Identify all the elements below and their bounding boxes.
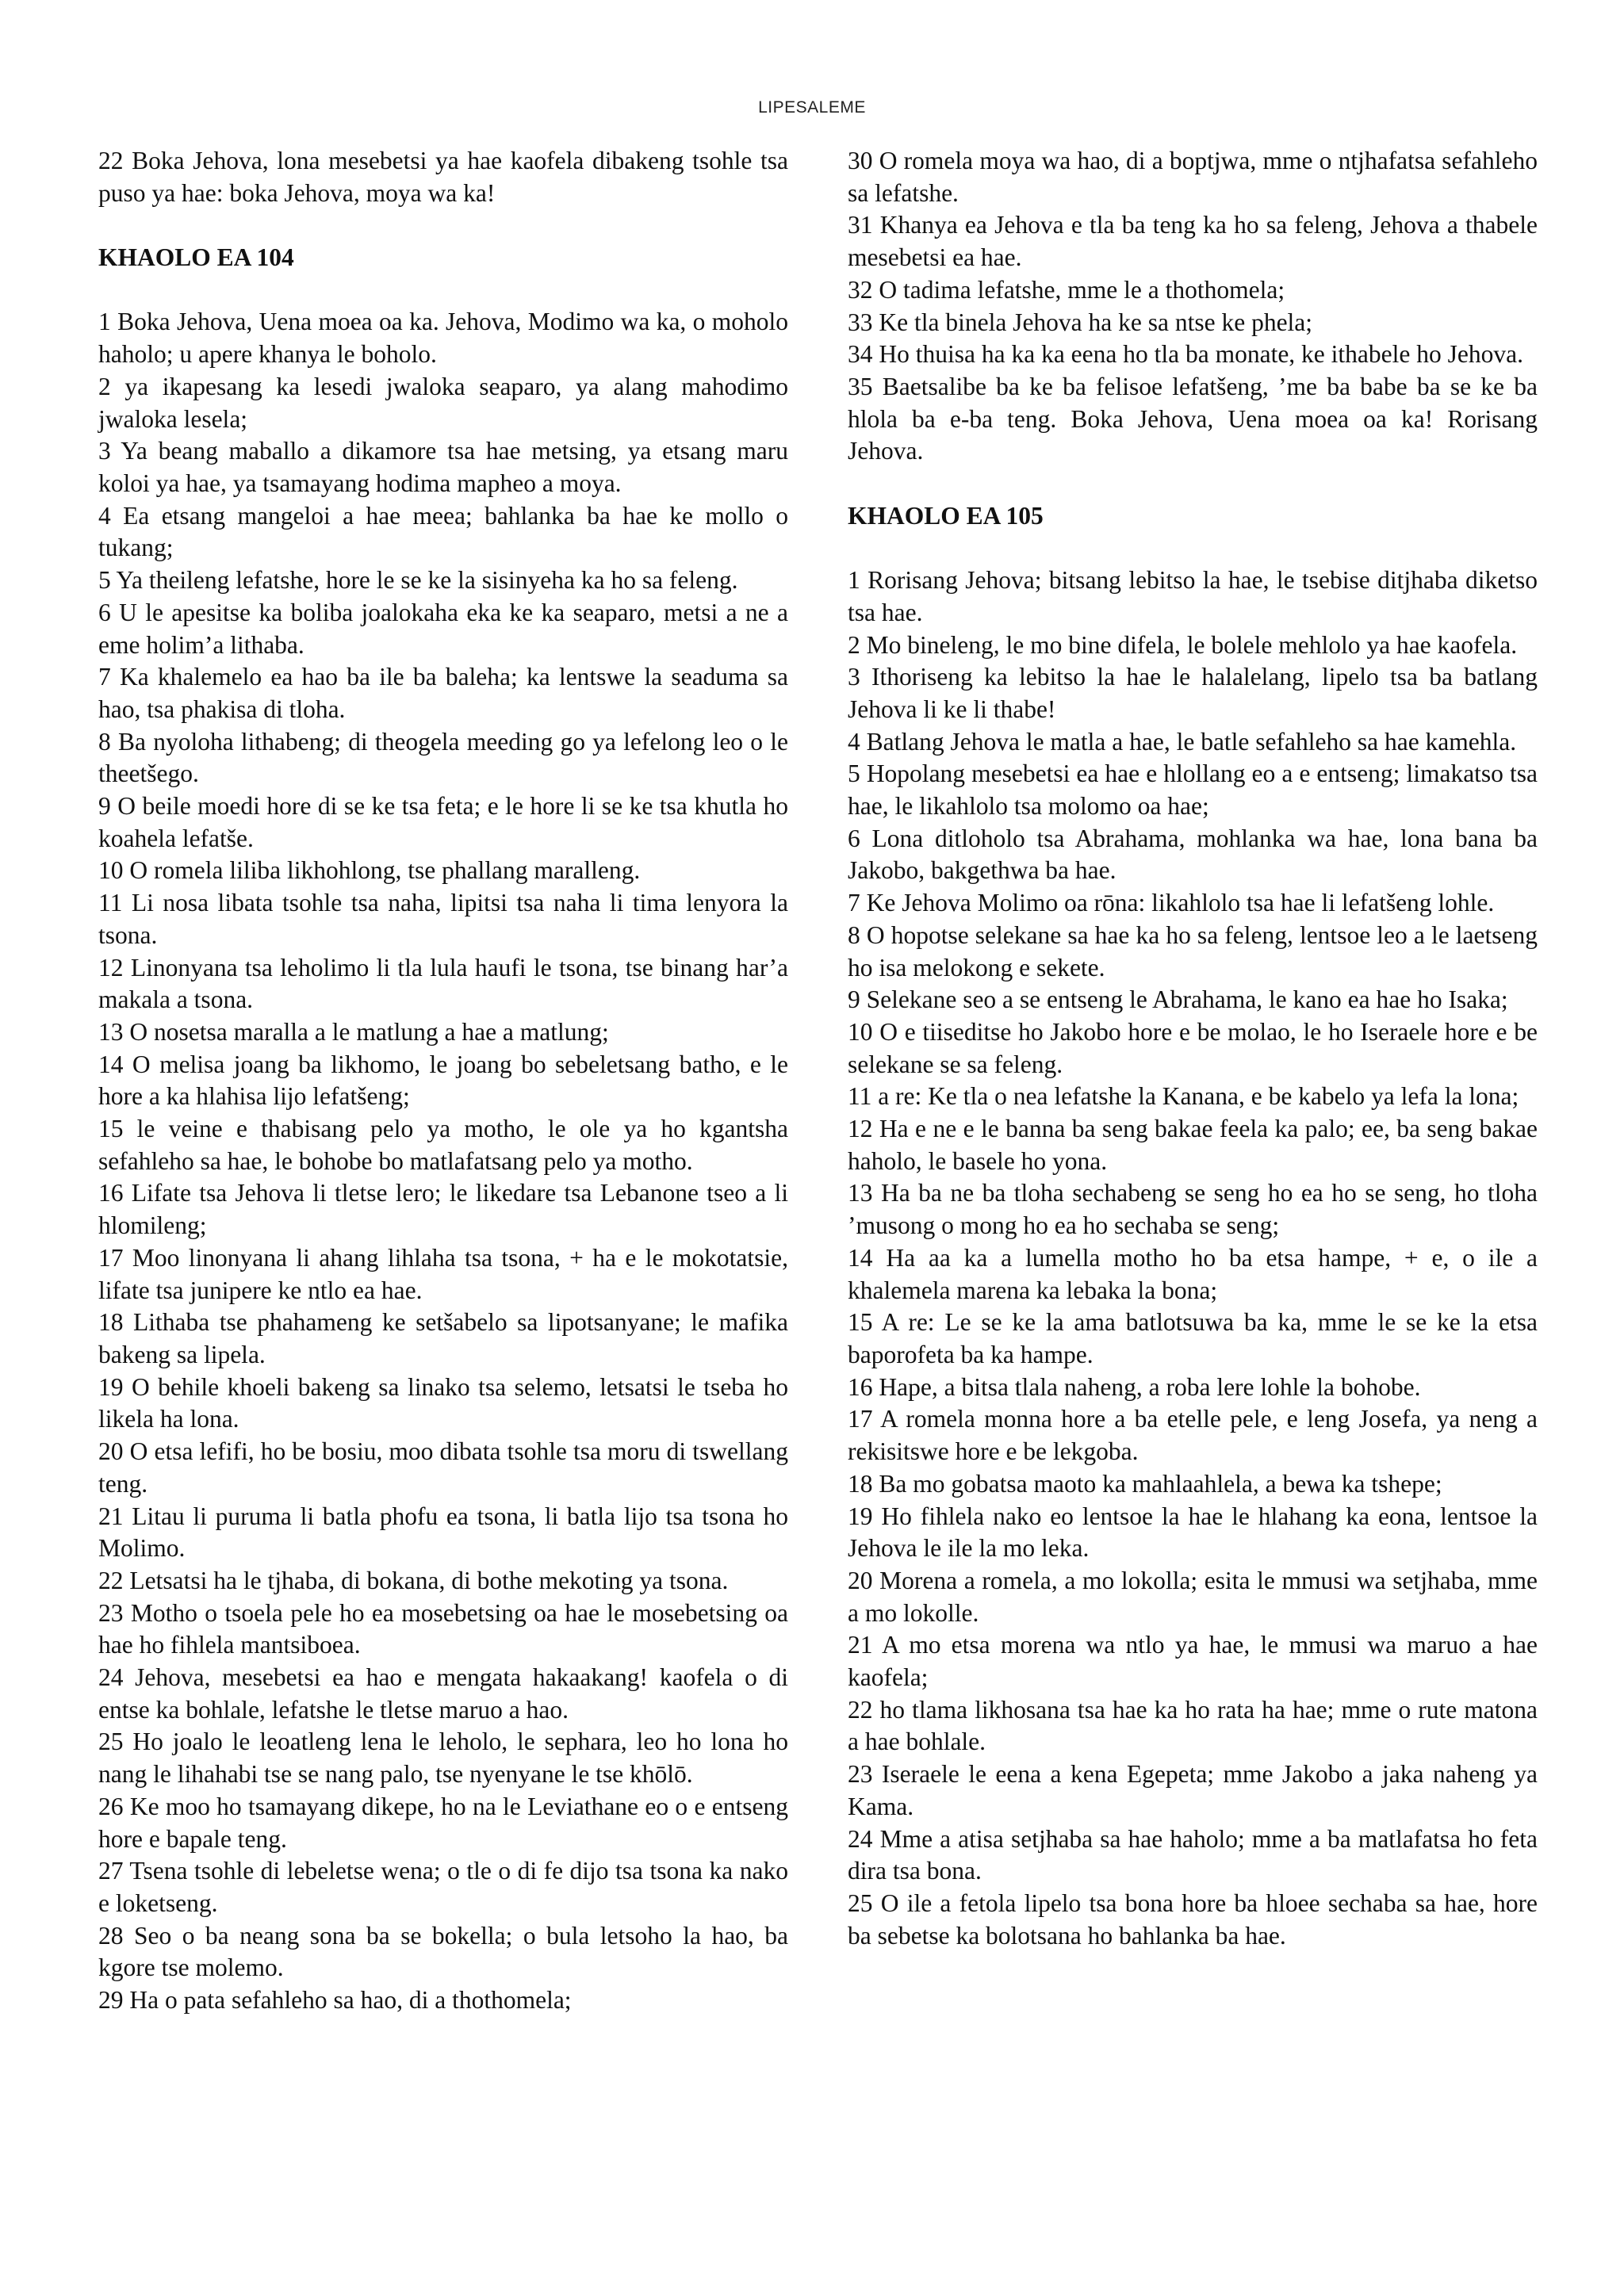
- verse: 10 O e tiiseditse ho Jakobo hore e be molao, le ho Iseraele hore e be selekane se sa feleng.: [848, 1017, 1538, 1078]
- verse: 10 O romela liliba likhohlong, tse phallang maralleng.: [98, 856, 641, 885]
- verse: 23 Motho o tsoela pele ho ea mosebetsing oa hae le mosebetsing oa hae ho fihlela mantsiboea.: [98, 1598, 788, 1659]
- verse: 13 O nosetsa maralla a le matlung a hae a matlung;: [98, 1017, 609, 1046]
- verse: 18 Lithaba tse phahameng ke setšabelo sa lipotsanyane; le mafika bakeng sa lipela.: [98, 1308, 788, 1368]
- verse: 17 Moo linonyana li ahang lihlaha tsa tsona, + ha e le mokotatsie, lifate tsa junipere ke ntlo ea hae.: [98, 1243, 788, 1304]
- verse: 7 Ke Jehova Molimo oa rōna: likahlolo tsa hae li lefatšeng lohle.: [848, 889, 1495, 917]
- verse: 25 O ile a fetola lipelo tsa bona hore ba hloee sechaba sa hae, hore ba sebetse ka bolotsana ho bahlanka ba hae.: [848, 1888, 1538, 1950]
- verse: 29 Ha o pata sefahleho sa hao, di a thothomela;: [98, 1986, 572, 2015]
- verse: 1 Boka Jehova, Uena moea oa ka. Jehova, Modimo wa ka, o moholo haholo; u apere khanya le boholo.: [98, 308, 788, 369]
- verse: 21 Litau li puruma li batla phofu ea tsona, li batla lijo tsa tsona ho Molimo.: [98, 1502, 788, 1563]
- verse: 27 Tsena tsohle di lebeletse wena; o tle o di fe dijo tsa tsona ka nako e loketseng.: [98, 1857, 788, 1917]
- verse: 35 Baetsalibe ba ke ba felisoe lefatšeng, ’me ba babe ba se ke ba hlola ba e-ba teng. Boka Jehova, Uena moea oa ka! Rorisang Jehova.: [848, 372, 1538, 465]
- verse: 31 Khanya ea Jehova e tla ba teng ka ho sa feleng, Jehova a thabele mesebetsi ea hae.: [848, 211, 1538, 272]
- verse: 22 ho tlama likhosana tsa hae ka ho rata ha hae; mme o rute matona a hae bohlale.: [848, 1695, 1538, 1756]
- verse: 11 Li nosa libata tsohle tsa naha, lipitsi tsa naha li tima lenyora la tsona.: [98, 889, 788, 949]
- verse: 20 O etsa lefifi, ho be bosiu, moo dibata tsohle tsa moru di tswellang teng.: [98, 1437, 788, 1498]
- left-column: [98, 145, 788, 2017]
- verse: 12 Ha e ne e le banna ba seng bakae feela ka palo; ee, ba seng bakae haholo, le basele ho yona.: [848, 1115, 1538, 1175]
- verse: 16 Lifate tsa Jehova li tletse lero; le likedare tsa Lebanone tseo a li hlomileng;: [98, 1179, 788, 1240]
- verse: 32 O tadima lefatshe, mme le a thothomela;: [848, 275, 1285, 304]
- verse: 33 Ke tla binela Jehova ha ke sa ntse ke phela;: [848, 308, 1313, 336]
- verse: 5 Ya theileng lefatshe, hore le se ke la sisinyeha ka ho sa feleng.: [98, 566, 738, 595]
- verse: 22 Letsatsi ha le tjhaba, di bokana, di bothe mekoting ya tsona.: [98, 1566, 729, 1594]
- verse: 30 O romela moya wa hao, di a boptjwa, mme o ntjhafatsa sefahleho sa lefatshe.: [848, 147, 1538, 207]
- verse: 19 O behile khoeli bakeng sa linako tsa selemo, letsatsi le tseba ho likela ha lona.: [98, 1372, 788, 1433]
- verse: 6 U le apesitse ka boliba joalokaha eka ke ka seaparo, metsi a ne a eme holim’a lithaba.: [98, 598, 788, 659]
- verse: 14 Ha aa ka a lumella motho ho ba etsa hampe, + e, o ile a khalemela marena ka lebaka la bona;: [848, 1243, 1538, 1304]
- verse: 11 a re: Ke tla o nea lefatshe la Kanana, e be kabelo ya lefa la lona;: [848, 1082, 1519, 1111]
- verse: 13 Ha ba ne ba tloha sechabeng se seng ho ea ho se seng, ho tloha ’musong o mong ho ea ho sechaba se seng;: [848, 1179, 1538, 1240]
- verse: 2 ya ikapesang ka lesedi jwaloka seaparo, ya alang mahodimo jwaloka lesela;: [98, 372, 788, 433]
- verse: 12 Linonyana tsa leholimo li tla lula haufi le tsona, tse binang har’a makala a tsona.: [98, 953, 788, 1014]
- verse: 23 Iseraele le eena a kena Egepeta; mme Jakobo a jaka naheng ya Kama.: [848, 1760, 1538, 1820]
- verse: 9 Selekane seo a se entseng le Abrahama, le kano ea hae ho Isaka;: [848, 985, 1508, 1014]
- verse: 3 Ithoriseng ka lebitso la hae le halalelang, lipelo tsa ba batlang Jehova li ke li thabe!: [848, 663, 1538, 723]
- verse: 14 O melisa joang ba likhomo, le joang bo sebeletsang batho, e le hore a ka hlahisa lijo lefatšeng;: [98, 1050, 788, 1111]
- verse: 4 Batlang Jehova le matla a hae, le batle sefahleho sa hae kamehla.: [848, 727, 1517, 756]
- verse: 24 Mme a atisa setjhaba sa hae haholo; mme a ba matlafatsa ho feta dira tsa bona.: [848, 1824, 1538, 1885]
- verse: 19 Ho fihlela nako eo lentsoe la hae le hlahang ka eona, lentsoe la Jehova le ile la mo leka.: [848, 1502, 1538, 1563]
- verse: 25 Ho joalo le leoatleng lena le leholo, le sephara, leo ho lona ho nang le lihahabi tse se nang palo, tse nyenyane le tse khōlō.: [98, 1728, 788, 1789]
- verse: 1 Rorisang Jehova; bitsang lebitso la hae, le tsebise ditjhaba diketso tsa hae.: [848, 566, 1538, 626]
- verse: 5 Hopolang mesebetsi ea hae e hlollang eo a e entseng; limakatso tsa hae, le likahlolo tsa molomo oa hae;: [848, 760, 1538, 821]
- verse: 3 Ya beang maballo a dikamore tsa hae metsing, ya etsang maru koloi ya hae, ya tsamayang hodima mapheo a moya.: [98, 437, 788, 497]
- verse: 7 Ka khalemelo ea hao ba ile ba baleha; ka lentswe la seaduma sa hao, tsa phakisa di tloha.: [98, 663, 788, 723]
- verse: 15 A re: Le se ke la ama batlotsuwa ba ka, mme le se ke la etsa baporofeta ba ka hampe.: [848, 1308, 1538, 1368]
- verse: 16 Hape, a bitsa tlala naheng, a roba lere lohle la bohobe.: [848, 1372, 1421, 1401]
- verse: 18 Ba mo gobatsa maoto ka mahlaahlela, a bewa ka tshepe;: [848, 1469, 1442, 1498]
- verse: 22 Boka Jehova, lona mesebetsi ya hae kaofela dibakeng tsohle tsa puso ya hae: boka Jehova, moya wa ka!: [98, 147, 788, 207]
- verse: 21 A mo etsa morena wa ntlo ya hae, le mmusi wa maruo a hae kaofela;: [848, 1631, 1538, 1692]
- running-header: LIPESALEME: [758, 98, 866, 117]
- right-column: [848, 145, 1538, 1952]
- verse: 24 Jehova, mesebetsi ea hao e mengata hakaakang! kaofela o di entse ka bohlale, lefatshe le tletse maruo a hao.: [98, 1663, 788, 1724]
- verse: 17 A romela monna hore a ba etelle pele, e leng Josefa, ya neng a rekisitswe hore e be lekgoba.: [848, 1405, 1538, 1466]
- verse: 15 le veine e thabisang pelo ya motho, le ole ya ho kgantsha sefahleho sa hae, le bohobe bo matlafatsang pelo ya motho.: [98, 1115, 788, 1175]
- chapter-heading: KHAOLO EA 105: [848, 501, 1044, 530]
- verse: 9 O beile moedi hore di se ke tsa feta; e le hore li se ke tsa khutla ho koahela lefatše.: [98, 792, 788, 852]
- verse: 8 Ba nyoloha lithabeng; di theogela meeding go ya lefelong leo o le theetšego.: [98, 727, 788, 788]
- verse: 28 Seo o ba neang sona ba se bokella; o bula letsoho la hao, ba kgore tse molemo.: [98, 1921, 788, 1982]
- verse: 4 Ea etsang mangeloi a hae meea; bahlanka ba hae ke mollo o tukang;: [98, 501, 788, 562]
- verse: 20 Morena a romela, a mo lokolla; esita le mmusi wa setjhaba, mme a mo lokolle.: [848, 1566, 1538, 1627]
- verse: 26 Ke moo ho tsamayang dikepe, ho na le Leviathane eo o e entseng hore e bapale teng.: [98, 1792, 788, 1853]
- verse: 6 Lona ditloholo tsa Abrahama, mohlanka wa hae, lona bana ba Jakobo, bakgethwa ba hae.: [848, 824, 1538, 885]
- verse: 34 Ho thuisa ha ka ka eena ho tla ba monate, ke ithabele ho Jehova.: [848, 340, 1523, 369]
- chapter-heading: KHAOLO EA 104: [98, 243, 294, 272]
- verse: 8 O hopotse selekane sa hae ka ho sa feleng, lentsoe leo a le laetseng ho isa melokong e sekete.: [848, 920, 1538, 982]
- verse: 2 Mo bineleng, le mo bine difela, le bolele mehlolo ya hae kaofela.: [848, 630, 1518, 659]
